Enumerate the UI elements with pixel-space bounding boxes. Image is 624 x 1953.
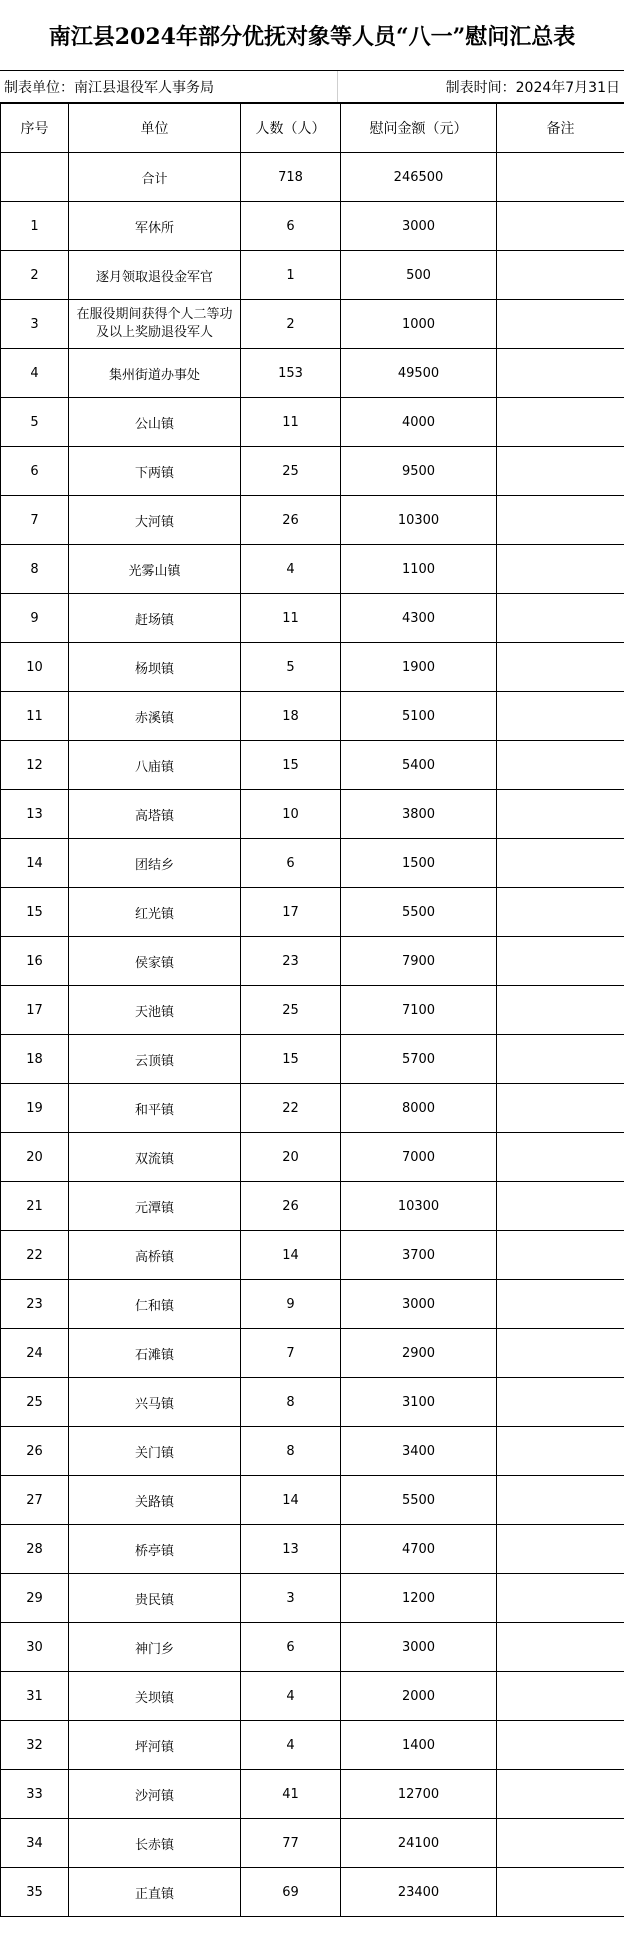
table-row — [1, 398, 624, 447]
cell-note — [497, 643, 624, 692]
cell-note — [497, 1280, 624, 1329]
cell-no: 6 — [1, 447, 69, 496]
cell-count: 2 — [241, 300, 341, 349]
cell-count: 153 — [241, 349, 341, 398]
cell-amount: 2000 — [341, 1672, 497, 1721]
summary-table — [0, 103, 624, 1917]
table-row — [1, 1231, 624, 1280]
cell-amount: 5400 — [341, 741, 497, 790]
table-row — [1, 1868, 624, 1917]
cell-note — [497, 1623, 624, 1672]
table-row — [1, 1182, 624, 1231]
cell-no: 17 — [1, 986, 69, 1035]
cell-no: 11 — [1, 692, 69, 741]
cell-unit: 元潭镇 — [69, 1182, 241, 1231]
cell-amount: 1900 — [341, 643, 497, 692]
cell-count: 77 — [241, 1819, 341, 1868]
cell-note — [497, 741, 624, 790]
cell-count: 11 — [241, 594, 341, 643]
cell-unit: 赶场镇 — [69, 594, 241, 643]
cell-no: 9 — [1, 594, 69, 643]
cell-no: 12 — [1, 741, 69, 790]
cell-count: 7 — [241, 1329, 341, 1378]
cell-unit: 高塔镇 — [69, 790, 241, 839]
cell-count: 25 — [241, 447, 341, 496]
cell-note — [497, 1378, 624, 1427]
cell-amount: 2900 — [341, 1329, 497, 1378]
cell-amount: 4300 — [341, 594, 497, 643]
cell-count: 4 — [241, 1721, 341, 1770]
table-row — [1, 1427, 624, 1476]
cell-note — [497, 692, 624, 741]
cell-no: 26 — [1, 1427, 69, 1476]
cell-no: 24 — [1, 1329, 69, 1378]
cell-count: 15 — [241, 741, 341, 790]
cell-amount: 23400 — [341, 1868, 497, 1917]
cell-amount: 5500 — [341, 1476, 497, 1525]
cell-unit: 沙河镇 — [69, 1770, 241, 1819]
header-amount: 慰问金额（元） — [341, 104, 497, 153]
cell-unit: 贵民镇 — [69, 1574, 241, 1623]
cell-note — [497, 790, 624, 839]
cell-note — [497, 300, 624, 349]
header-no: 序号 — [1, 104, 69, 153]
cell-note — [497, 1133, 624, 1182]
table-row — [1, 888, 624, 937]
cell-count: 26 — [241, 1182, 341, 1231]
cell-no: 25 — [1, 1378, 69, 1427]
cell-amount: 5700 — [341, 1035, 497, 1084]
cell-count: 11 — [241, 398, 341, 447]
page-title: 南江县2024年部分优抚对象等人员“八一”慰问汇总表 — [0, 0, 624, 71]
cell-count: 17 — [241, 888, 341, 937]
cell-note — [497, 1574, 624, 1623]
cell-note — [497, 1231, 624, 1280]
cell-amount: 1500 — [341, 839, 497, 888]
maker-time: 制表时间：2024年7月31日 — [445, 79, 620, 96]
cell-count: 26 — [241, 496, 341, 545]
cell-no: 32 — [1, 1721, 69, 1770]
cell-count: 10 — [241, 790, 341, 839]
cell-note — [497, 937, 624, 986]
cell-amount: 1000 — [341, 300, 497, 349]
table-row — [1, 496, 624, 545]
cell-no: 30 — [1, 1623, 69, 1672]
table-row — [1, 1770, 624, 1819]
cell-note — [497, 349, 624, 398]
cell-count: 14 — [241, 1231, 341, 1280]
cell-unit: 仁和镇 — [69, 1280, 241, 1329]
cell-count: 8 — [241, 1427, 341, 1476]
cell-count: 20 — [241, 1133, 341, 1182]
cell-count: 718 — [241, 153, 341, 202]
cell-note — [497, 1721, 624, 1770]
cell-unit: 在服役期间获得个人二等功及以上奖励退役军人 — [69, 300, 241, 349]
cell-no: 10 — [1, 643, 69, 692]
table-row — [1, 1035, 624, 1084]
cell-note — [497, 1182, 624, 1231]
table-row — [1, 594, 624, 643]
cell-unit: 云顶镇 — [69, 1035, 241, 1084]
cell-amount: 500 — [341, 251, 497, 300]
cell-note — [497, 594, 624, 643]
cell-amount: 3100 — [341, 1378, 497, 1427]
cell-note — [497, 202, 624, 251]
table-row — [1, 1819, 624, 1868]
cell-amount: 3000 — [341, 1280, 497, 1329]
cell-no: 31 — [1, 1672, 69, 1721]
table-row — [1, 692, 624, 741]
cell-amount: 12700 — [341, 1770, 497, 1819]
cell-note — [497, 839, 624, 888]
cell-count: 14 — [241, 1476, 341, 1525]
cell-amount: 24100 — [341, 1819, 497, 1868]
cell-unit: 关坝镇 — [69, 1672, 241, 1721]
table-row — [1, 790, 624, 839]
cell-unit: 逐月领取退役金军官 — [69, 251, 241, 300]
cell-amount: 4000 — [341, 398, 497, 447]
table-row — [1, 1280, 624, 1329]
cell-unit: 石滩镇 — [69, 1329, 241, 1378]
cell-count: 1 — [241, 251, 341, 300]
cell-count: 6 — [241, 1623, 341, 1672]
cell-no: 14 — [1, 839, 69, 888]
cell-no: 20 — [1, 1133, 69, 1182]
table-row — [1, 741, 624, 790]
table-row — [1, 1476, 624, 1525]
table-row — [1, 251, 624, 300]
table-body — [1, 153, 624, 1917]
cell-note — [497, 1329, 624, 1378]
cell-unit: 侯家镇 — [69, 937, 241, 986]
cell-no: 34 — [1, 1819, 69, 1868]
cell-unit: 长赤镇 — [69, 1819, 241, 1868]
cell-count: 6 — [241, 202, 341, 251]
table-row — [1, 643, 624, 692]
cell-unit: 公山镇 — [69, 398, 241, 447]
cell-note — [497, 1672, 624, 1721]
cell-no: 23 — [1, 1280, 69, 1329]
cell-no: 7 — [1, 496, 69, 545]
cell-unit: 集州街道办事处 — [69, 349, 241, 398]
cell-unit: 兴马镇 — [69, 1378, 241, 1427]
table-row — [1, 349, 624, 398]
cell-amount: 3000 — [341, 1623, 497, 1672]
cell-unit: 双流镇 — [69, 1133, 241, 1182]
cell-count: 41 — [241, 1770, 341, 1819]
cell-count: 69 — [241, 1868, 341, 1917]
cell-unit: 神门乡 — [69, 1623, 241, 1672]
cell-no: 8 — [1, 545, 69, 594]
table-row — [1, 1525, 624, 1574]
cell-note — [497, 1427, 624, 1476]
cell-note — [497, 986, 624, 1035]
cell-amount: 7100 — [341, 986, 497, 1035]
cell-amount: 3800 — [341, 790, 497, 839]
table-row — [1, 1329, 624, 1378]
cell-unit: 杨坝镇 — [69, 643, 241, 692]
cell-amount: 7900 — [341, 937, 497, 986]
cell-unit: 高桥镇 — [69, 1231, 241, 1280]
cell-count: 4 — [241, 545, 341, 594]
cell-amount: 7000 — [341, 1133, 497, 1182]
cell-unit: 军休所 — [69, 202, 241, 251]
cell-count: 9 — [241, 1280, 341, 1329]
cell-unit: 红光镇 — [69, 888, 241, 937]
cell-no: 35 — [1, 1868, 69, 1917]
cell-amount: 10300 — [341, 1182, 497, 1231]
table-header-row — [1, 104, 624, 153]
cell-amount: 3000 — [341, 202, 497, 251]
cell-count: 23 — [241, 937, 341, 986]
table-row — [1, 839, 624, 888]
cell-amount: 3400 — [341, 1427, 497, 1476]
cell-no: 19 — [1, 1084, 69, 1133]
cell-unit: 下两镇 — [69, 447, 241, 496]
cell-no: 4 — [1, 349, 69, 398]
cell-no — [1, 153, 69, 202]
cell-count: 22 — [241, 1084, 341, 1133]
cell-no: 33 — [1, 1770, 69, 1819]
table-row — [1, 1574, 624, 1623]
cell-amount: 246500 — [341, 153, 497, 202]
cell-amount: 1400 — [341, 1721, 497, 1770]
cell-unit: 大河镇 — [69, 496, 241, 545]
cell-count: 25 — [241, 986, 341, 1035]
table-row — [1, 986, 624, 1035]
cell-amount: 4700 — [341, 1525, 497, 1574]
cell-amount: 49500 — [341, 349, 497, 398]
cell-unit: 合计 — [69, 153, 241, 202]
cell-amount: 3700 — [341, 1231, 497, 1280]
cell-no: 28 — [1, 1525, 69, 1574]
cell-unit: 桥亭镇 — [69, 1525, 241, 1574]
meta-row — [0, 71, 624, 103]
header-note: 备注 — [497, 104, 624, 153]
cell-count: 4 — [241, 1672, 341, 1721]
cell-note — [497, 153, 624, 202]
cell-unit: 光雾山镇 — [69, 545, 241, 594]
cell-amount: 9500 — [341, 447, 497, 496]
cell-note — [497, 251, 624, 300]
cell-unit: 团结乡 — [69, 839, 241, 888]
cell-note — [497, 888, 624, 937]
cell-no: 29 — [1, 1574, 69, 1623]
cell-no: 1 — [1, 202, 69, 251]
cell-no: 22 — [1, 1231, 69, 1280]
cell-amount: 8000 — [341, 1084, 497, 1133]
cell-note — [497, 398, 624, 447]
cell-no: 3 — [1, 300, 69, 349]
cell-note — [497, 1476, 624, 1525]
cell-note — [497, 1868, 624, 1917]
cell-note — [497, 1035, 624, 1084]
cell-no: 21 — [1, 1182, 69, 1231]
cell-note — [497, 447, 624, 496]
cell-note — [497, 496, 624, 545]
cell-note — [497, 1084, 624, 1133]
cell-count: 8 — [241, 1378, 341, 1427]
cell-count: 13 — [241, 1525, 341, 1574]
cell-no: 13 — [1, 790, 69, 839]
cell-unit: 坪河镇 — [69, 1721, 241, 1770]
table-row — [1, 447, 624, 496]
cell-no: 16 — [1, 937, 69, 986]
table-row — [1, 1623, 624, 1672]
table-row — [1, 937, 624, 986]
header-count: 人数（人） — [241, 104, 341, 153]
cell-no: 18 — [1, 1035, 69, 1084]
cell-amount: 5500 — [341, 888, 497, 937]
cell-no: 2 — [1, 251, 69, 300]
table-row — [1, 1133, 624, 1182]
cell-no: 15 — [1, 888, 69, 937]
cell-unit: 关门镇 — [69, 1427, 241, 1476]
cell-count: 5 — [241, 643, 341, 692]
cell-note — [497, 1819, 624, 1868]
cell-unit: 八庙镇 — [69, 741, 241, 790]
cell-note — [497, 1770, 624, 1819]
cell-amount: 10300 — [341, 496, 497, 545]
cell-no: 5 — [1, 398, 69, 447]
cell-unit: 赤溪镇 — [69, 692, 241, 741]
cell-unit: 天池镇 — [69, 986, 241, 1035]
cell-amount: 5100 — [341, 692, 497, 741]
table-row — [1, 202, 624, 251]
cell-note — [497, 1525, 624, 1574]
cell-note — [497, 545, 624, 594]
table-row — [1, 545, 624, 594]
table-row — [1, 1672, 624, 1721]
cell-unit: 正直镇 — [69, 1868, 241, 1917]
table-row — [1, 1721, 624, 1770]
maker-unit: 制表单位：南江县退役军人事务局 — [0, 71, 338, 102]
header-unit: 单位 — [69, 104, 241, 153]
cell-unit: 关路镇 — [69, 1476, 241, 1525]
cell-count: 15 — [241, 1035, 341, 1084]
cell-amount: 1200 — [341, 1574, 497, 1623]
cell-amount: 1100 — [341, 545, 497, 594]
table-row — [1, 1084, 624, 1133]
cell-no: 27 — [1, 1476, 69, 1525]
cell-count: 18 — [241, 692, 341, 741]
table-row — [1, 1378, 624, 1427]
table-row — [1, 153, 624, 202]
table-row — [1, 300, 624, 349]
cell-count: 6 — [241, 839, 341, 888]
cell-unit: 和平镇 — [69, 1084, 241, 1133]
cell-count: 3 — [241, 1574, 341, 1623]
